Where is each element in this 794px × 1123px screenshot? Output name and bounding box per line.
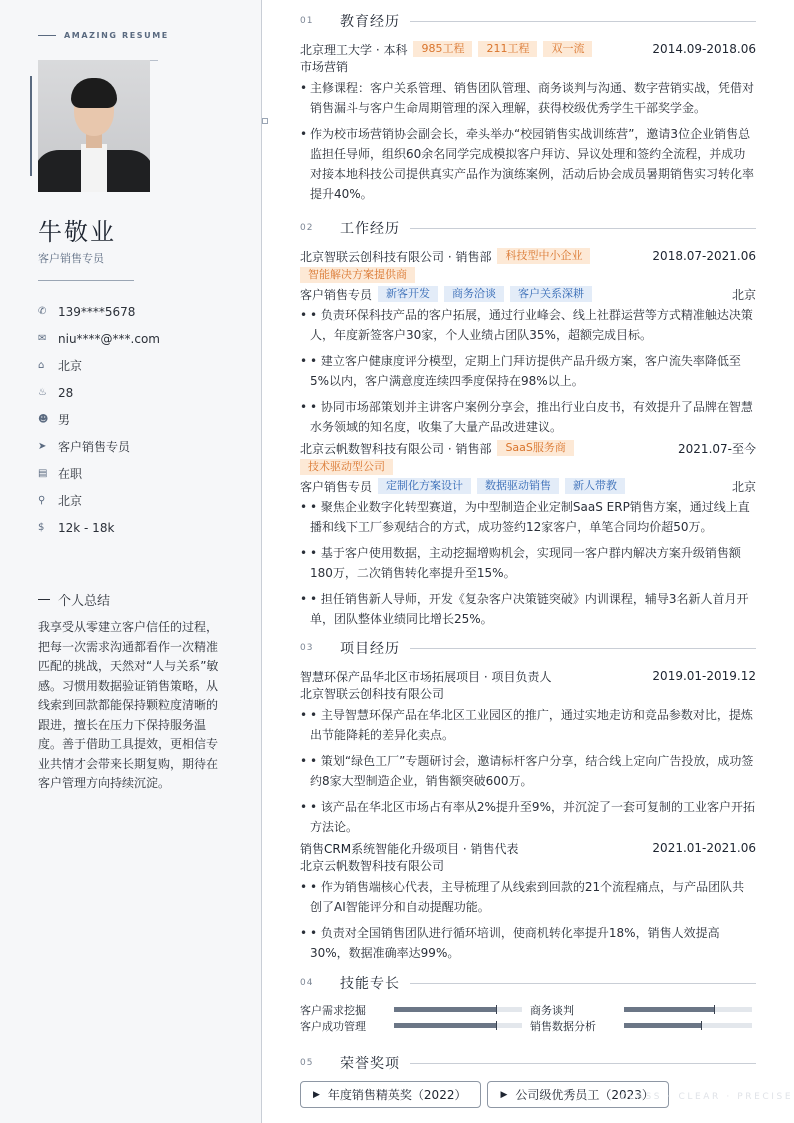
section-title: 项目经历 (340, 641, 400, 657)
contact-value: 28 (58, 385, 74, 400)
list-item: • • 协同市场部策划并主讲客户案例分享会，推出行业白皮书，有效提升了品牌在智慧水务领域的知名度，收集了大量产品改进建议。 (300, 397, 756, 437)
education-left (300, 41, 592, 58)
company-tag: 智能解决方案提供商 (300, 267, 415, 283)
list-item: • • 该产品在华北区市场占有率从2%提升至9%，并沉淀了一套可复制的工业客户开拓方法论。 (300, 797, 756, 837)
section-title: 技能专长 (340, 976, 400, 992)
role-tag: 数据驱动销售 (477, 478, 559, 494)
project-bullets (300, 877, 756, 963)
school-name: 北京理工大学 · 本科 (300, 42, 408, 57)
work-section (300, 218, 756, 635)
project-company: 北京智联云创科技有限公司 (300, 687, 445, 701)
watermark: CLASS · CLEAR · PRECISE (620, 1092, 794, 1102)
section-header (300, 1053, 756, 1073)
education-bullets (300, 78, 756, 204)
skill-bar-fill (624, 1007, 714, 1012)
section-rule (410, 983, 756, 984)
skill-bar (624, 1023, 752, 1028)
school-tag: 211工程 (478, 41, 537, 57)
list-item: • 作为校市场营销协会副会长，牵头举办“校园销售实战训练营”，邀请3位企业销售总监担任导师，组织60余名同学完成模拟客户拜访、异议处理和签约全流程，并成功对接本地科技公司提供真实产品作为演练案例，活动后协会成员暑期销售实习转化率提升40%。 (300, 124, 756, 204)
project-period: 2021.01-2021.06 (652, 841, 756, 855)
company-tag: SaaS服务商 (497, 440, 573, 456)
skill-grid (300, 1003, 756, 1032)
job-bullets (300, 305, 756, 437)
section-rule (410, 1063, 756, 1064)
location-icon: ⚲ (38, 495, 46, 506)
section-number: 03 (300, 643, 314, 653)
award-label: 年度销售精英奖（2022） (327, 1088, 467, 1102)
section-title: 工作经历 (340, 221, 400, 237)
contact-value: 139****5678 (58, 304, 136, 319)
section-header (300, 638, 756, 658)
skill-name: 客户成功管理 (300, 1019, 366, 1033)
section-number: 02 (300, 223, 314, 233)
person-icon: ☻ (38, 414, 49, 425)
education-period: 2014.09-2018.06 (652, 42, 756, 56)
salary-icon: $ (38, 522, 45, 533)
skill-bar-fill (394, 1023, 496, 1028)
company-tag-row (300, 265, 756, 285)
project-name: 智慧环保产品华北区市场拓展项目 · 项目负责人 (300, 669, 552, 684)
contact-item (38, 460, 248, 487)
profile-name: 牛敬业 (38, 218, 116, 246)
award-badge (300, 1081, 481, 1108)
sidebar (0, 0, 262, 1123)
avatar-hair (71, 78, 117, 108)
role-name: 客户销售专员 (300, 479, 373, 494)
company-name: 北京云帆数智科技有限公司 · 销售部 (300, 441, 492, 456)
contact-item (38, 379, 248, 406)
project-period: 2019.01-2019.12 (652, 669, 756, 683)
contact-value: 在职 (58, 467, 83, 481)
skill-name: 销售数据分析 (530, 1019, 596, 1033)
section-header (300, 973, 756, 993)
skill-bar (394, 1007, 522, 1012)
contact-item (38, 298, 248, 325)
section-number: 01 (300, 16, 314, 26)
summary-heading-line (38, 599, 50, 600)
photo-accent-line (30, 76, 32, 176)
school-tag: 985工程 (413, 41, 472, 57)
contact-item (38, 433, 248, 460)
skill-bar-marker (496, 1005, 497, 1014)
section-rule (410, 21, 756, 22)
brand-line (38, 35, 56, 36)
project-name: 销售CRM系统智能化升级项目 · 销售代表 (300, 841, 519, 856)
role-tag: 客户关系深耕 (510, 286, 592, 302)
list-item: • • 基于客户使用数据，主动挖掘增购机会，实现同一客户群内解决方案升级销售额180万，二次销售转化率提升至15%。 (300, 543, 756, 583)
list-item: • • 负责对全国销售团队进行循环培训，使商机转化率提升18%，销售人效提高30%，数据准确率达99%。 (300, 923, 756, 963)
role-left (300, 478, 625, 495)
profile-photo (38, 60, 150, 192)
phone-icon: ✆ (38, 306, 47, 317)
company-tag: 科技型中小企业 (497, 248, 590, 264)
contact-item (38, 514, 248, 541)
profile-title: 客户销售专员 (38, 252, 104, 265)
summary-text: 我享受从零建立客户信任的过程，把每一次需求沟通都看作一次精准匹配的挑战，天然对“人与关系”敏感。习惯用数据验证销售策略，从线索到回款都能保持颗粒度清晰的跟进，擅长在压力下保持服务温度。善于借助工具提效，更相信专业共情才会带来长期复购，期待在客户管理方向持续沉淀。 (38, 620, 219, 790)
section-title: 荣誉奖项 (340, 1056, 400, 1072)
skill-bar-fill (624, 1023, 701, 1028)
major: 市场营销 (300, 60, 349, 74)
section-title: 教育经历 (340, 14, 400, 30)
skill-bar-marker (496, 1021, 497, 1030)
project-company: 北京云帆数智科技有限公司 (300, 859, 445, 873)
cake-icon: ♨ (38, 387, 47, 398)
contact-value: niu****@***.com (58, 331, 160, 346)
job-entry (300, 247, 756, 437)
contact-value: 男 (58, 413, 71, 427)
projects-section (300, 638, 756, 969)
education-row (300, 40, 756, 58)
section-rule (410, 648, 756, 649)
project-bullets (300, 705, 756, 837)
job-header (300, 247, 756, 265)
skills-section (300, 973, 756, 1032)
send-icon: ➤ (38, 441, 47, 452)
sidebar-divider (38, 280, 134, 281)
skill-bar-marker (714, 1005, 715, 1014)
contact-item (38, 352, 248, 379)
job-header (300, 439, 756, 457)
avatar-shirt (81, 144, 107, 192)
list-item: • • 主导智慧环保产品在华北区工业园区的推广，通过实地走访和竞品参数对比，提炼出节能降耗的差异化卖点。 (300, 705, 756, 745)
section-rule (410, 228, 756, 229)
skill-item (300, 1019, 530, 1032)
section-number: 04 (300, 978, 314, 988)
skill-bar-marker (701, 1021, 702, 1030)
list-item: • • 建立客户健康度评分模型，定期上门拜访提供产品升级方案，客户流失率降低至5%以内，客户满意度连续四季度保持在98%以上。 (300, 351, 756, 391)
list-item: • • 担任销售新人导师，开发《复杂客户决策链突破》内训课程，辅导3名新人首月开单，团队整体业绩同比增长25%。 (300, 589, 756, 629)
education-section (300, 11, 756, 210)
contact-item (38, 487, 248, 514)
section-header (300, 11, 756, 31)
play-icon: ▶ (313, 1089, 320, 1100)
list-item: • 主修课程：客户关系管理、销售团队管理、商务谈判与沟通、数字营销实战，凭借对销售漏斗与客户生命周期管理的深入理解，获得校级优秀学生干部奖学金。 (300, 78, 756, 118)
company-name: 北京智联云创科技有限公司 · 销售部 (300, 249, 492, 264)
project-entry (300, 839, 756, 963)
job-header-left (300, 248, 590, 265)
play-icon: ▶ (500, 1089, 508, 1100)
role-row (300, 477, 756, 495)
skill-bar-fill (394, 1007, 496, 1012)
list-item: • • 作为销售端核心代表，主导梳理了从线索到回款的21个流程痛点，与产品团队共创了AI智能评分和自动提醒功能。 (300, 877, 756, 917)
contact-item (38, 325, 248, 352)
brand-text: AMAZING RESUME (64, 31, 169, 40)
role-tag: 新人带教 (565, 478, 625, 494)
skill-item (300, 1003, 530, 1016)
home-icon: ⌂ (38, 360, 45, 371)
contact-value: 北京 (58, 359, 83, 373)
skill-item (530, 1003, 756, 1016)
project-header (300, 667, 756, 685)
project-header (300, 839, 756, 857)
brand (38, 31, 169, 40)
contact-item (38, 406, 248, 433)
skill-bar (624, 1007, 752, 1012)
skill-item (530, 1019, 756, 1032)
role-row (300, 285, 756, 303)
avatar (38, 60, 150, 192)
section-header (300, 218, 756, 238)
job-header-left (300, 440, 574, 457)
list-item: • • 聚焦企业数字化转型赛道，为中型制造企业定制SaaS ERP销售方案，通过线上直播和线下工厂参观结合的方式，成功签约12家客户，单笔合同均价超50万。 (300, 497, 756, 537)
skill-name: 商务谈判 (530, 1003, 574, 1017)
award-label: 公司级优秀员工（2023） (515, 1088, 654, 1102)
job-city: 北京 (731, 287, 756, 302)
company-tag: 技术驱动型公司 (300, 459, 393, 475)
company-tag-row (300, 457, 756, 477)
project-entry (300, 667, 756, 837)
timeline-marker (262, 118, 268, 124)
role-name: 客户销售专员 (300, 287, 373, 302)
summary-heading (38, 590, 110, 609)
job-period: 2018.07-2021.06 (652, 249, 756, 263)
role-tag: 商务洽谈 (444, 286, 504, 302)
skill-bar (394, 1023, 522, 1028)
summary-title: 个人总结 (58, 594, 111, 609)
job-city: 北京 (731, 479, 756, 494)
job-bullets (300, 497, 756, 629)
role-tag: 新客开发 (378, 286, 438, 302)
role-tag: 定制化方案设计 (378, 478, 471, 494)
briefcase-icon: ▤ (38, 468, 48, 479)
contact-value: 客户销售专员 (58, 440, 131, 454)
school-tag: 双一流 (543, 41, 592, 57)
role-left (300, 286, 592, 303)
section-number: 05 (300, 1058, 314, 1068)
job-entry (300, 439, 756, 629)
job-period: 2021.07-至今 (678, 441, 756, 456)
mail-icon: ✉ (38, 333, 47, 344)
list-item: • • 策划“绿色工厂”专题研讨会，邀请标杆客户分享，结合线上定向广告投放，成功签约8家大型制造企业，销售额突破600万。 (300, 751, 756, 791)
contact-value: 北京 (58, 494, 83, 508)
list-item: • • 负责环保科技产品的客户拓展，通过行业峰会、线上社群运营等方式精准触达决策人，年度新签客户30家，个人业绩占团队35%，超额完成目标。 (300, 305, 756, 345)
contact-list (38, 298, 248, 541)
contact-value: 12k - 18k (58, 520, 115, 535)
skill-name: 客户需求挖掘 (300, 1003, 366, 1017)
